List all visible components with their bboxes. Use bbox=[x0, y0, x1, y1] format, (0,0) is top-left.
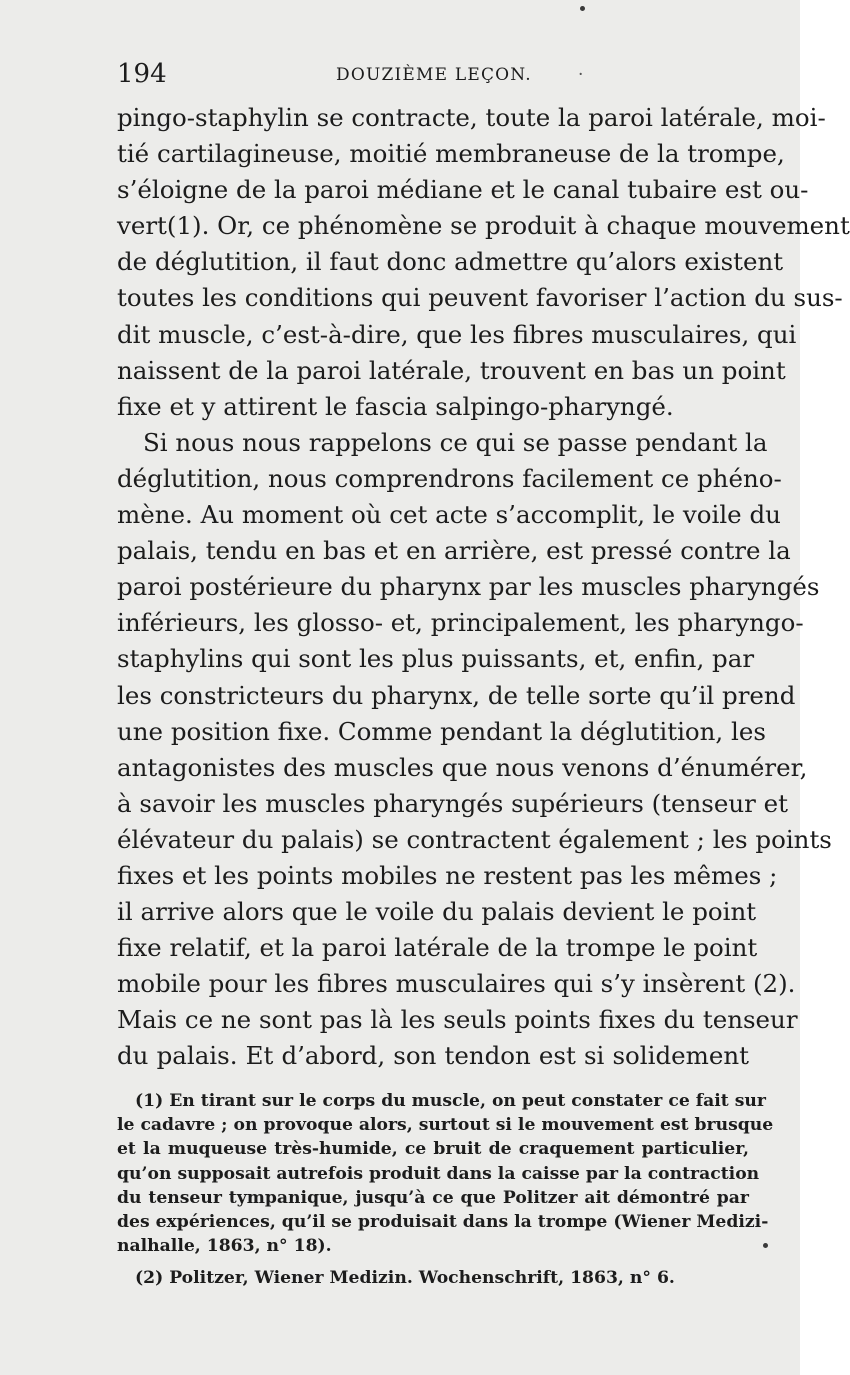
text-line: dit muscle, c’est-à-dire, que les fibres musculaires, qui bbox=[117, 319, 797, 349]
text-line: naissent de la paroi latérale, trouvent en bas un point bbox=[117, 355, 786, 385]
text-line: fixes et les points mobiles ne restent pas les mêmes ; bbox=[117, 860, 778, 890]
text-line: pingo-staphylin se contracte, toute la paroi latérale, moi- bbox=[117, 103, 826, 132]
text-line: une position fixe. Comme pendant la déglutition, les bbox=[117, 716, 766, 746]
page-number: 194 bbox=[117, 59, 167, 89]
text-line: les constricteurs du pharynx, de telle sorte qu’il prend bbox=[117, 680, 796, 710]
text-line: fixe et y attirent le fascia salpingo-pharyngé. bbox=[117, 391, 674, 421]
page-header bbox=[0, 58, 800, 90]
text-line: Mais ce ne sont pas là les seuls points fixes du tenseur bbox=[117, 1005, 798, 1035]
ink-speck bbox=[763, 1243, 768, 1248]
text-line: à savoir les muscles pharyngés supérieurs (tenseur et bbox=[117, 788, 788, 818]
text-line: vert(1). Or, ce phénomène se produit à chaque mouvement bbox=[117, 211, 850, 241]
text-line: du palais. Et d’abord, son tendon est si solidement bbox=[117, 1041, 749, 1071]
text-line: il arrive alors que le voile du palais devient le point bbox=[117, 897, 757, 927]
text-line: palais, tendu en bas et en arrière, est pressé contre la bbox=[117, 536, 791, 566]
text-line: toutes les conditions qui peuvent favoriser l’action du sus- bbox=[117, 283, 843, 313]
footnote-line: du tenseur tympanique, jusqu’à ce que Politzer ait démontré par bbox=[117, 1187, 749, 1208]
text-line: paroi postérieure du pharynx par les muscles pharyngés bbox=[117, 572, 820, 602]
text-line: s’éloigne de la paroi médiane et le canal tubaire est ou- bbox=[117, 175, 809, 205]
footnote-line: le cadavre ; on provoque alors, surtout si le mouvement est brusque bbox=[117, 1115, 774, 1136]
footnotes bbox=[117, 1089, 774, 1291]
footnote-line: (1) En tirant sur le corps du muscle, on peut constater ce fait sur bbox=[135, 1091, 766, 1111]
text-line: antagonistes des muscles que nous venons d’énumérer, bbox=[117, 752, 808, 782]
footnote-spacer bbox=[117, 1258, 749, 1266]
text-line: staphylins qui sont les plus puissants, et, enfin, par bbox=[117, 644, 755, 674]
text-line: déglutition, nous comprendrons facilement ce phéno- bbox=[117, 463, 782, 493]
text-line: de déglutition, il faut donc admettre qu’alors existent bbox=[117, 247, 784, 277]
text-line: Si nous nous rappelons ce qui se passe pendant la bbox=[143, 427, 768, 457]
text-line: mène. Au moment où cet acte s’accomplit, le voile du bbox=[117, 500, 781, 530]
text-line: mobile pour les fibres musculaires qui s’y insèrent (2). bbox=[117, 969, 796, 999]
footnote-line: des expériences, qu’il se produisait dans la trompe (Wiener Medizi- bbox=[117, 1211, 769, 1232]
text-line: tié cartilagineuse, moitié membraneuse de la trompe, bbox=[117, 139, 785, 169]
main-text bbox=[117, 100, 850, 1075]
footnote-line: et la muqueuse très-humide, ce bruit de craquement particulier, bbox=[117, 1139, 749, 1160]
text-line: inférieurs, les glosso- et, principalement, les pharyngo- bbox=[117, 608, 804, 638]
text-line: fixe relatif, et la paroi latérale de la trompe le point bbox=[117, 933, 758, 963]
footnote-line: (2) Politzer, Wiener Medizin. Wochenschrift, 1863, n° 6. bbox=[135, 1268, 675, 1289]
ink-speck bbox=[580, 6, 585, 11]
text-line: élévateur du palais) se contractent également ; les points bbox=[117, 824, 832, 854]
header-ornament: · bbox=[578, 65, 584, 85]
footnote-line: qu’on supposait autrefois produit dans la caisse par la contraction bbox=[117, 1163, 760, 1184]
footnote-line: nalhalle, 1863, n° 18). bbox=[117, 1236, 332, 1257]
running-title: DOUZIÈME LEÇON. bbox=[336, 65, 532, 85]
